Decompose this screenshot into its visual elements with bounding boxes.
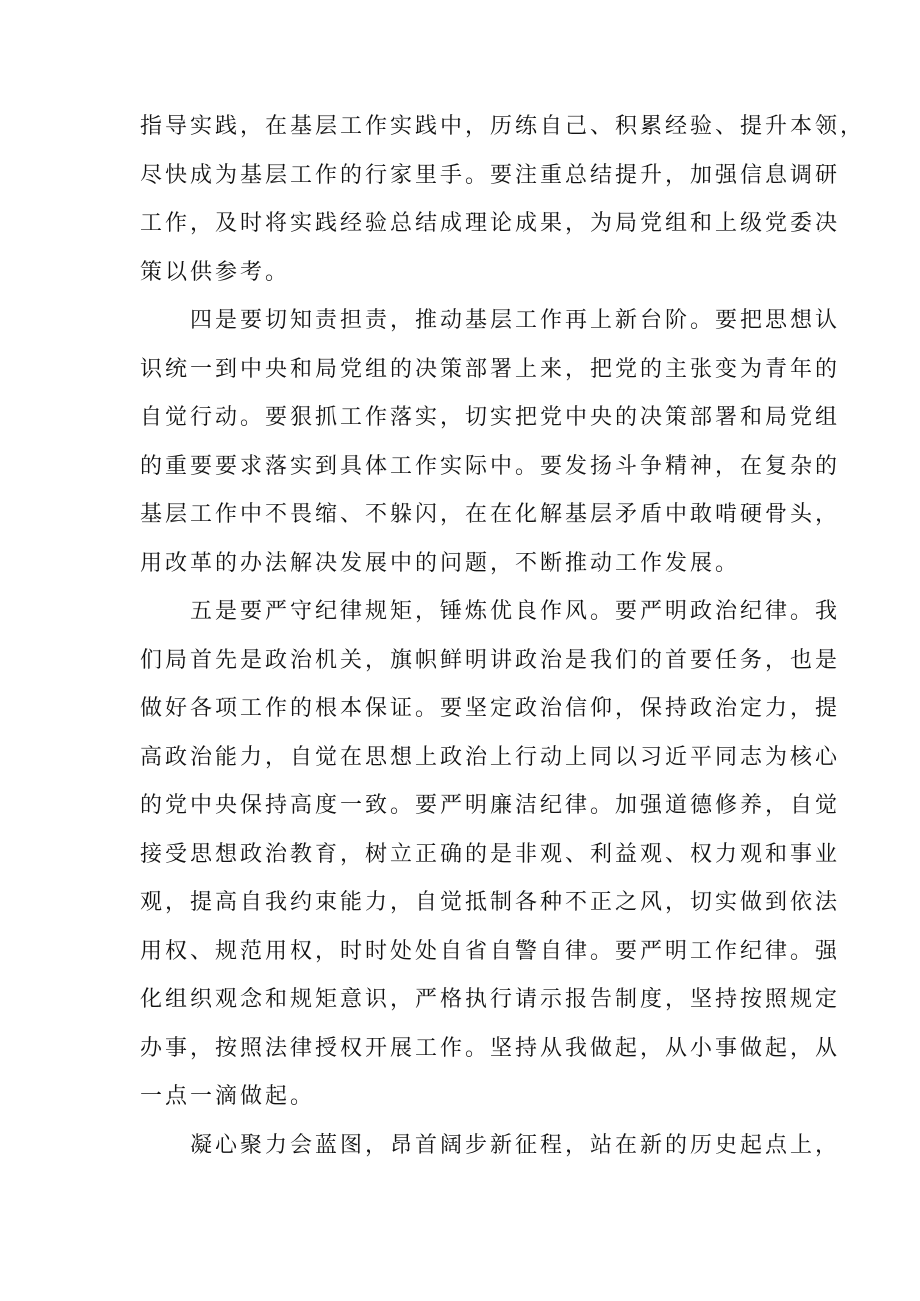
text-line: 工作，及时将实践经验总结成理论成果，为局党组和上级党委决: [140, 211, 841, 236]
text-line: 接受思想政治教育，树立正确的是非观、利益观、权力观和事业: [140, 841, 841, 867]
document-body: [140, 103, 866, 1170]
text-line: 用改革的办法解决发展中的问题，不断推动工作发展。: [140, 550, 741, 576]
text-line: 的重要要求落实到具体工作实际中。要发扬斗争精神，在复杂的: [140, 453, 841, 479]
paragraph-first-line: 五是要严守纪律规矩，锤炼优良作风。要严明政治纪律。我: [190, 599, 841, 624]
text-line: 办事，按照法律授权开展工作。坚持从我做起，从小事做起，从: [140, 1035, 841, 1061]
text-line: 化组织观念和规矩意识，严格执行请示报告制度，坚持按照规定: [140, 987, 841, 1012]
text-line: 的党中央保持高度一致。要严明廉洁纪律。加强道德修养，自觉: [140, 793, 841, 818]
text-line: 们局首先是政治机关，旗帜鲜明讲政治是我们的首要任务，也是: [140, 647, 841, 673]
text-line: 观，提高自我约束能力，自觉抵制各种不正之风，切实做到依法: [140, 890, 841, 915]
text-line: 识统一到中央和局党组的决策部署上来，把党的主张变为青年的: [140, 356, 841, 382]
text-line: 高政治能力，自觉在思想上政治上行动上同以习近平同志为核心: [140, 744, 841, 770]
text-line: 策以供参考。: [140, 259, 291, 285]
paragraph-first-line: 凝心聚力会蓝图，昂首阔步新征程，站在新的历史起点上，: [190, 1132, 841, 1158]
paragraph-first-line: 四是要切知责担责，推动基层工作再上新台阶。要把思想认: [190, 308, 841, 333]
text-line: 一点一滴做起。: [140, 1084, 316, 1109]
text-line: 用权、规范用权，时时处处自省自警自律。要严明工作纪律。强: [140, 938, 841, 964]
text-line: 尽快成为基层工作的行家里手。要注重总结提升，加强信息调研: [140, 162, 841, 188]
text-line: 基层工作中不畏缩、不躲闪，在在化解基层矛盾中敢啃硬骨头，: [140, 502, 841, 527]
text-line: 指导实践，在基层工作实践中，历练自己、积累经验、提升本领，: [140, 114, 866, 139]
text-line: 自觉行动。要狠抓工作落实，切实把党中央的决策部署和局党组: [140, 405, 841, 430]
text-line: 做好各项工作的根本保证。要坚定政治信仰，保持政治定力，提: [140, 696, 841, 721]
